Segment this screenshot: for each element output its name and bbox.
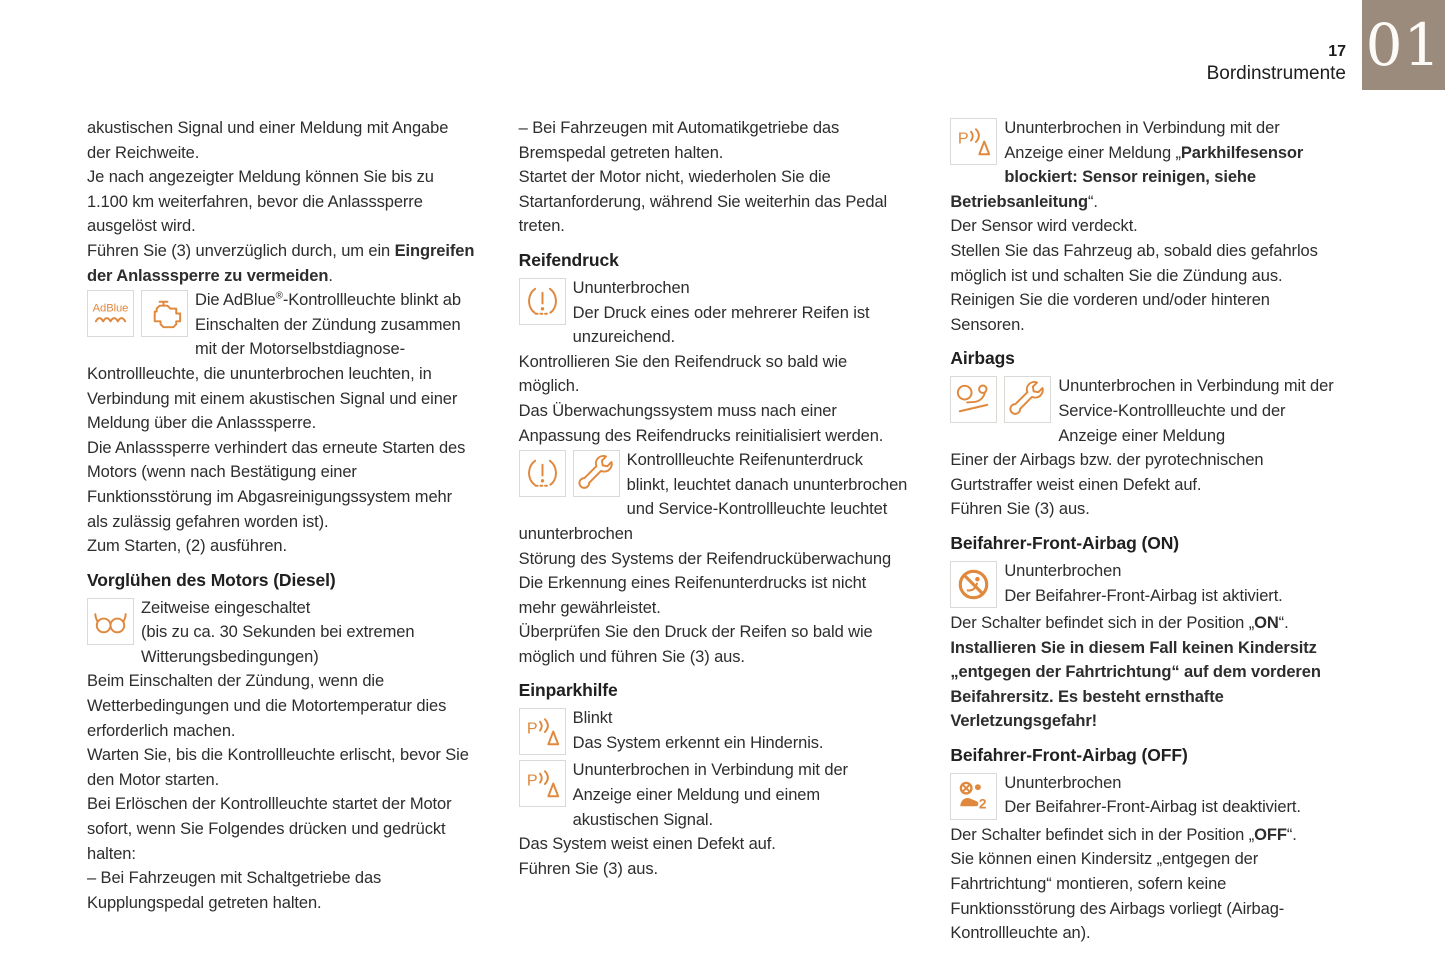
text-segment: Führen Sie (3) aus. (518, 859, 659, 878)
text-segment: akustischen Signal und einer Meldung mit Angabe der Reichweite. (87, 119, 449, 162)
text-segment: Einer der Airbags bzw. der pyrotechnischen Gurtstraffer weist einen Defekt auf. (950, 451, 1264, 494)
text-segment: Das System weist einen Defekt auf. (518, 835, 776, 854)
text-segment: Installieren Sie in diesem Fall keinen Kindersitz „entgegen der Fahrtrichtung“ auf dem vorderen Beifahrersitz. Es besteht ernsthafte Verletzungsgefahr! (950, 638, 1321, 731)
text-segment: Reinigen Sie die vorderen und/oder hinteren Sensoren. (950, 291, 1270, 334)
text-segment: Warten Sie, bis die Kontrollleuchte erlischt, bevor Sie den Motor starten. (87, 746, 469, 789)
glow-plug-icon (87, 598, 134, 645)
text-segment: ® (275, 290, 283, 302)
text-segment: Blinkt (572, 709, 613, 728)
page-number: 17 (1328, 43, 1346, 60)
text-segment: Ununterbrochen (1004, 773, 1122, 792)
text-segment: Zum Starten, (2) ausführen. (87, 537, 287, 556)
text-segment: Ununterbrochen (1004, 561, 1122, 580)
text-segment: Führen Sie (3) unverzüglich durch, um ein (87, 241, 395, 260)
text-segment: Ununterbrochen in Verbindung mit der Anzeige einer Meldung und einem akustischen Signal. (572, 761, 848, 829)
tire-pressure-icon (519, 450, 566, 497)
text-segment: Eingreifen der Anlasssperre zu vermeiden (87, 241, 475, 285)
text-segment: Das Überwachungssystem muss nach einer Anpassung des Reifendrucks reinitialisiert werden. (518, 401, 884, 445)
paragraph (519, 620, 908, 669)
text-segment: Parkhilfesensor blockiert: Sensor reinigen, siehe Betriebsanleitung (950, 143, 1304, 211)
text-segment: -Kontrollleuchte blinkt ab Einschalten der Zündung zusammen mit der Motorselbstdiagnose-Kontrollleuchte, die ununterbrochen leuchten, in Verbindung mit einem akustischen Signal und einer Meldung über die Anlasssperre. (87, 291, 461, 433)
paragraph (519, 399, 908, 448)
text-segment: . (328, 266, 333, 285)
paragraph (87, 669, 476, 743)
text-segment: OFF (1254, 825, 1287, 844)
paragraph (950, 497, 1339, 522)
page-header (1207, 42, 1346, 86)
svg-text:P: P (958, 129, 969, 148)
paragraph (87, 866, 476, 915)
section-heading: Beifahrer-Front-Airbag (ON) (950, 532, 1180, 553)
indicator-block (519, 706, 908, 755)
airbag-icon (950, 376, 997, 423)
paragraph (950, 288, 1339, 337)
text-segment: Ununterbrochen in Verbindung mit der Anzeige einer Meldung „ (1004, 119, 1280, 162)
indicator-block (87, 288, 476, 436)
section-title: Bordinstrumente (1206, 63, 1346, 84)
adblue-icon (87, 290, 134, 337)
text-segment: “. (1278, 613, 1289, 632)
parking-sensor-icon (950, 118, 997, 165)
text-segment: Führen Sie (3) aus. (950, 500, 1090, 519)
text-segment: Kontrollieren Sie den Reifendruck so bald wie möglich. (518, 352, 848, 396)
indicator-text (573, 279, 870, 346)
text-segment: (bis zu ca. 30 Sekunden bei extremen Witterungsbedingungen) (141, 623, 415, 666)
text-segment: Der Sensor wird verdeckt. (950, 217, 1138, 236)
text-segment: Der Beifahrer-Front-Airbag ist aktiviert. (1004, 586, 1283, 605)
indicator-text (950, 119, 1303, 211)
text-segment: Der Schalter befindet sich in der Position „ (950, 825, 1255, 844)
indicator-block (950, 374, 1339, 448)
text-segment: Zeitweise eingeschaltet (141, 598, 311, 617)
paragraph (519, 547, 908, 572)
indicator-block (519, 448, 908, 546)
paragraph (519, 832, 908, 857)
indicator-text (1004, 562, 1282, 605)
paragraph (519, 116, 908, 165)
text-segment: Sie können einen Kindersitz „entgegen der Fahrtrichtung“ montieren, sofern keine Funktionsstörung des Airbags vorliegt (Airbag-Kontrollleuchte an). (950, 850, 1285, 943)
text-segment: ON (1254, 613, 1279, 632)
paragraph (87, 743, 476, 792)
indicator-block (519, 276, 908, 350)
wrench-icon (1004, 376, 1051, 423)
text-segment: Kontrollleuchte Reifenunterdruck blinkt, leuchtet danach ununterbrochen und Service-Kontrollleuchte leuchtet ununterbrochen (518, 451, 908, 543)
svg-text:P: P (526, 719, 538, 738)
paragraph (519, 165, 908, 239)
text-segment: Bei Erlöschen der Kontrollleuchte startet der Motor sofort, wenn Sie Folgendes drücken und gedrückt halten: (87, 795, 452, 863)
paragraph (87, 165, 476, 239)
paragraph (950, 239, 1339, 288)
paragraph (519, 571, 908, 620)
paragraph (519, 350, 908, 399)
section-heading: Vorglühen des Motors (Diesel) (87, 569, 336, 590)
paragraph (950, 823, 1339, 848)
paragraph (950, 636, 1339, 734)
indicator-text (141, 599, 414, 666)
tire-pressure-icon (519, 278, 566, 325)
text-segment: Stellen Sie das Fahrzeug ab, sobald dies gefahrlos möglich ist und schalten Sie die Zündung aus. (950, 241, 1318, 285)
text-segment: Ununterbrochen in Verbindung mit der Service-Kontrollleuchte und der Anzeige einer Meldung (1058, 377, 1334, 445)
column-1 (87, 116, 476, 946)
engine-icon (141, 290, 188, 337)
text-segment: Die Erkennung eines Reifenunterdrucks ist nicht mehr gewährleistet. (518, 574, 867, 617)
svg-text:P: P (526, 771, 538, 790)
text-segment: – Bei Fahrzeugen mit Schaltgetriebe das Kupplungspedal getreten halten. (87, 869, 382, 912)
text-segment: Die Anlasssperre verhindert das erneute Starten des Motors (wenn nach Bestätigung einer Funktionsstörung im Abgasreinigungssystem mehr als zulässig gefahren worden ist). (87, 438, 466, 531)
paragraph (950, 214, 1339, 239)
chapter-badge (1362, 0, 1445, 90)
paragraph (950, 448, 1339, 497)
column-3 (950, 116, 1339, 946)
paragraph (87, 534, 476, 559)
indicator-block (87, 596, 476, 670)
text-segment: Ununterbrochen (572, 278, 690, 297)
column-2 (519, 116, 908, 946)
section-heading: Reifendruck (518, 249, 619, 270)
text-segment: “. (1286, 825, 1297, 844)
text-segment: Die AdBlue (195, 291, 276, 310)
paragraph (519, 857, 908, 882)
indicator-block (950, 116, 1339, 214)
content-columns (87, 116, 1339, 946)
section-heading: Beifahrer-Front-Airbag (OFF) (950, 744, 1188, 765)
text-segment: Der Schalter befindet sich in der Position „ (950, 613, 1255, 632)
paragraph (87, 239, 476, 288)
text-segment: Überprüfen Sie den Druck der Reifen so bald wie möglich und führen Sie (3) aus. (518, 623, 873, 666)
indicator-block (950, 771, 1339, 820)
text-segment: Startet der Motor nicht, wiederholen Sie die Startanforderung, während Sie weiterhin das Pedal treten. (518, 168, 888, 236)
text-segment: Der Druck eines oder mehrerer Reifen ist unzureichend. (572, 303, 870, 347)
wrench-icon (573, 450, 620, 497)
svg-text:AdBlue: AdBlue (92, 302, 129, 315)
text-segment: Störung des Systems der Reifendrucküberwachung (518, 549, 892, 568)
text-segment: – Bei Fahrzeugen mit Automatikgetriebe das Bremspedal getreten halten. (518, 119, 840, 162)
indicator-text (573, 761, 848, 828)
section-heading: Einparkhilfe (518, 680, 618, 701)
paragraph (87, 792, 476, 866)
airbag-off-icon (950, 773, 997, 820)
indicator-text (1058, 377, 1333, 444)
section-heading: Airbags (950, 348, 1015, 369)
paragraph (87, 436, 476, 534)
text-segment: Je nach angezeigter Meldung können Sie bis zu 1.100 km weiterfahren, bevor die Anlasssperre ausgelöst wird. (87, 168, 434, 236)
indicator-block (950, 559, 1339, 608)
text-segment: Der Beifahrer-Front-Airbag ist deaktiviert. (1004, 798, 1301, 817)
indicator-text (573, 709, 824, 752)
paragraph (950, 847, 1339, 945)
text-segment: Das System erkennt ein Hindernis. (572, 734, 824, 753)
paragraph (950, 611, 1339, 636)
text-segment: Beim Einschalten der Zündung, wenn die Wetterbedingungen und die Motortemperatur dies erforderlich machen. (87, 672, 447, 740)
airbag-on-icon (950, 561, 997, 608)
parking-sensor-icon (519, 760, 566, 807)
indicator-block (519, 758, 908, 832)
paragraph (87, 116, 476, 165)
text-segment: “. (1088, 192, 1098, 211)
chapter-number: 01 (1365, 11, 1442, 79)
svg-text:2: 2 (979, 796, 987, 812)
parking-sensor-icon (519, 708, 566, 755)
indicator-text (1004, 774, 1300, 817)
